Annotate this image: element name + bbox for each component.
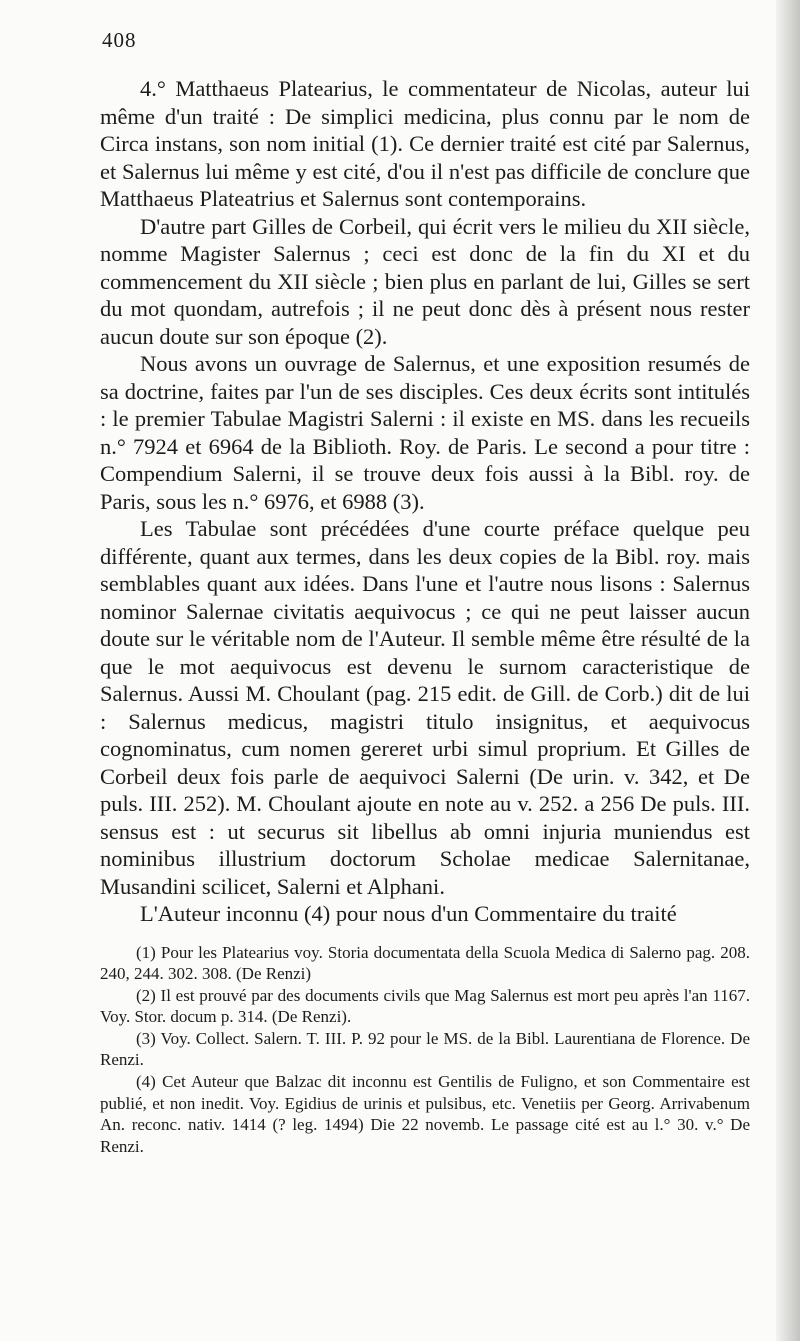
book-page xyxy=(100,28,750,1157)
book-spine-shadow xyxy=(776,0,800,1341)
paragraph: D'autre part Gilles de Corbeil, qui écrit vers le milieu du XII siècle, nomme Magister Salernus ; ceci est donc de la fin du XI et du commencement du XII siècle ; bien plus en parlant de lui, Gilles se sert du mot quondam, autrefois ; il ne peut donc dès à présent nous rester aucun doute sur son époque (2). xyxy=(100,213,750,349)
paragraph: L'Auteur inconnu (4) pour nous d'un Commentaire du traité xyxy=(140,901,677,926)
page-number: 408 xyxy=(102,28,137,52)
body-text xyxy=(100,75,750,928)
paragraph: Les Tabulae sont précédées d'une courte préface quelque peu différente, quant aux termes, dans les deux copies de la Bibl. roy. mais semblables quant aux idées. Dans l'une et l'autre nous lisons : Salernus nominor Salernae civitatis aequivocus ; ce qui ne peut laisser aucun doute sur le véritable nom de l'Auteur. Il semble même être résulté de la que le mot aequivocus est devenu le surnom caracteristique de Salernus. Aussi M. Choulant (pag. 215 edit. de Gill. de Corb.) dit de lui : Salernus medicus, magistri titulo insignitus, et aequivocus cognominatus, cum nomen gereret urbi simul proprium. Et Gilles de Corbeil deux fois parle de aequivoci Salerni (De urin. v. 342, et De puls. III. 252). M. Choulant ajoute en note au v. 252. a 256 De puls. III. sensus est : ut securus sit libellus ab omni injuria muniendus est nominibus illustrium doctorum Scholae medicae Salernitanae, Musandini scilicet, Salerni et Alphani. xyxy=(100,516,750,899)
footnote: (3) Voy. Collect. Salern. T. III. P. 92 pour le MS. de la Bibl. Laurentiana de Florence. De Renzi. xyxy=(100,1028,750,1070)
footnote: (2) Il est prouvé par des documents civils que Mag Salernus est mort peu après l'an 1167. Voy. Stor. docum p. 314. (De Renzi). xyxy=(100,985,750,1027)
footnotes xyxy=(100,942,750,1158)
paragraph: Nous avons un ouvrage de Salernus, et une exposition resumés de sa doctrine, faites par l'un de ses disciples. Ces deux écrits sont intitulés : le premier Tabulae Magistri Salerni : il existe en MS. dans les recueils n.° 7924 et 6964 de la Biblioth. Roy. de Paris. Le second a pour titre : Compendium Salerni, il se trouve deux fois aussi à la Bibl. roy. de Paris, sous les n.° 6976, et 6988 (3). xyxy=(100,351,750,514)
paragraph: 4.° Matthaeus Platearius, le commentateur de Nicolas, auteur lui même d'un traité : De simplici medicina, plus connu par le nom de Circa instans, son nom initial (1). Ce dernier traité est cité par Salernus, et Salernus lui même y est cité, d'ou il n'est pas difficile de conclure que Matthaeus Plateatrius et Salernus sont contemporains. xyxy=(100,76,750,211)
footnote: (4) Cet Auteur que Balzac dit inconnu est Gentilis de Fuligno, et son Commentaire est publié, et non inedit. Voy. Egidius de urinis et pulsibus, etc. Venetiis per Georg. Arrivabenum An. reconc. nativ. 1414 (? leg. 1494) Die 22 novemb. Le passage cité est au l.° 30. v.° De Renzi. xyxy=(100,1072,750,1156)
footnote: (1) Pour les Platearius voy. Storia documentata della Scuola Medica di Salerno pag. 208. 240, 244. 302. 308. (De Renzi) xyxy=(100,942,750,984)
